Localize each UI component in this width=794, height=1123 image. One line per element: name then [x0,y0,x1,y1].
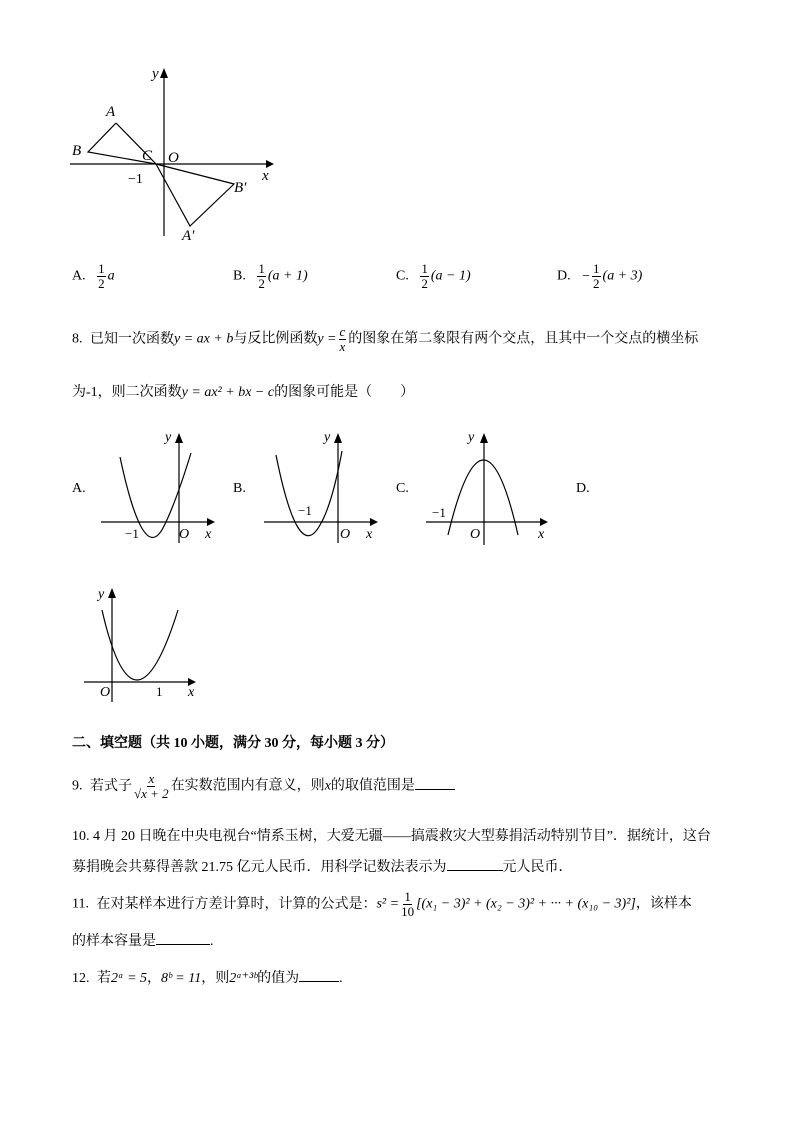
parabola-b [276,451,342,536]
q8-option-b: B. [233,481,246,496]
svg-text:y: y [98,587,105,602]
answer-blank[interactable] [447,858,503,871]
parabola-c [448,460,518,535]
svg-text:x: x [205,527,212,542]
q10-line1: 10. 4 月 20 日晚在中央电视台“情系玉树，大爱无疆——搞震救灾大型募捐活动特别节目”．据统计，这台 [72,829,711,844]
label-B: B [72,143,82,159]
parabola-d [102,610,178,680]
svg-text:−1: −1 [432,505,446,520]
q8-option-c: C. [396,481,409,496]
q8-option-d: D. [576,481,590,496]
svg-text:y: y [468,430,475,445]
answer-blank[interactable] [415,777,455,790]
q8-line1: 8. 已知一次函数y = ax + b与反比例函数y = $\frac{c}{x}$ 的图象在第二象限有两个交点，且其中一个交点的横坐标 [72,324,699,354]
q7-option-d: D. − $\frac{1}{2}$ (a + 3) [557,261,643,291]
q7-option-a: A. $\frac{1}{2}$ a [72,261,115,291]
q11-line1: 11. 在对某样本进行方差计算时，计算的公式是：s² = $\frac{1}{10}$ [(x₁ − 3)² + (x₂ − 3)² + ··· + (x₁₀ − 3)²]，该样本 [72,889,692,919]
q8-graph-a [95,425,220,545]
y-axis-arrow [160,68,168,78]
section-title: 二、填空题（共 10 小题，满分 30 分，每小题 3 分） [72,736,394,751]
svg-text:y: y [165,430,172,445]
label-Bprime: B′ [234,180,247,196]
q8-graph-c [420,425,555,545]
label-x: x [262,168,269,184]
svg-text:x: x [366,527,373,542]
svg-text:O: O [470,527,481,542]
svg-text:−1: −1 [125,526,139,541]
svg-text:O: O [340,527,351,542]
q8-line2: 为-1，则二次函数y = ax² + bx − c的图象可能是（ ） [72,385,415,400]
triangle-apbpc [156,164,234,226]
svg-text:−1: −1 [298,503,312,518]
svg-text:O: O [100,685,111,700]
q9: 9. 若式子 $\frac{x}{√x + 2}$ 在实数范围内有意义，则x的取值范围是 [72,772,455,801]
q8-graph-d [78,580,203,705]
q12: 12. 若2ᵃ = 5，8ᵇ = 11，则2ᵃ⁺³ᵇ的值为 . [72,971,343,986]
label-O: O [168,150,179,166]
q11-line2: 的样本容量是 . [72,934,214,949]
q7-coordinate-figure [60,60,290,250]
q7-option-b: B. $\frac{1}{2}$ (a + 1) [233,261,308,291]
svg-text:x: x [538,527,545,542]
label-Aprime: A′ [182,228,195,244]
svg-text:y: y [324,430,331,445]
svg-text:x: x [188,685,195,700]
answer-blank[interactable] [299,969,339,982]
x-axis-arrow [266,160,274,168]
label-neg1: −1 [128,172,143,187]
answer-blank[interactable] [156,932,210,945]
q8-graph-b [258,425,383,545]
q10-line2: 募捐晚会共募得善款 21.75 亿元人民币．用科学记数法表示为 元人民币． [72,860,573,875]
q7-option-c: C. $\frac{1}{2}$ (a − 1) [396,261,471,291]
label-C: C [142,148,153,164]
q8-option-a: A. [72,481,86,496]
svg-text:1: 1 [156,684,163,699]
svg-text:O: O [179,527,190,542]
parabola-a [120,453,191,537]
label-y: y [152,66,159,82]
label-A: A [106,104,116,120]
